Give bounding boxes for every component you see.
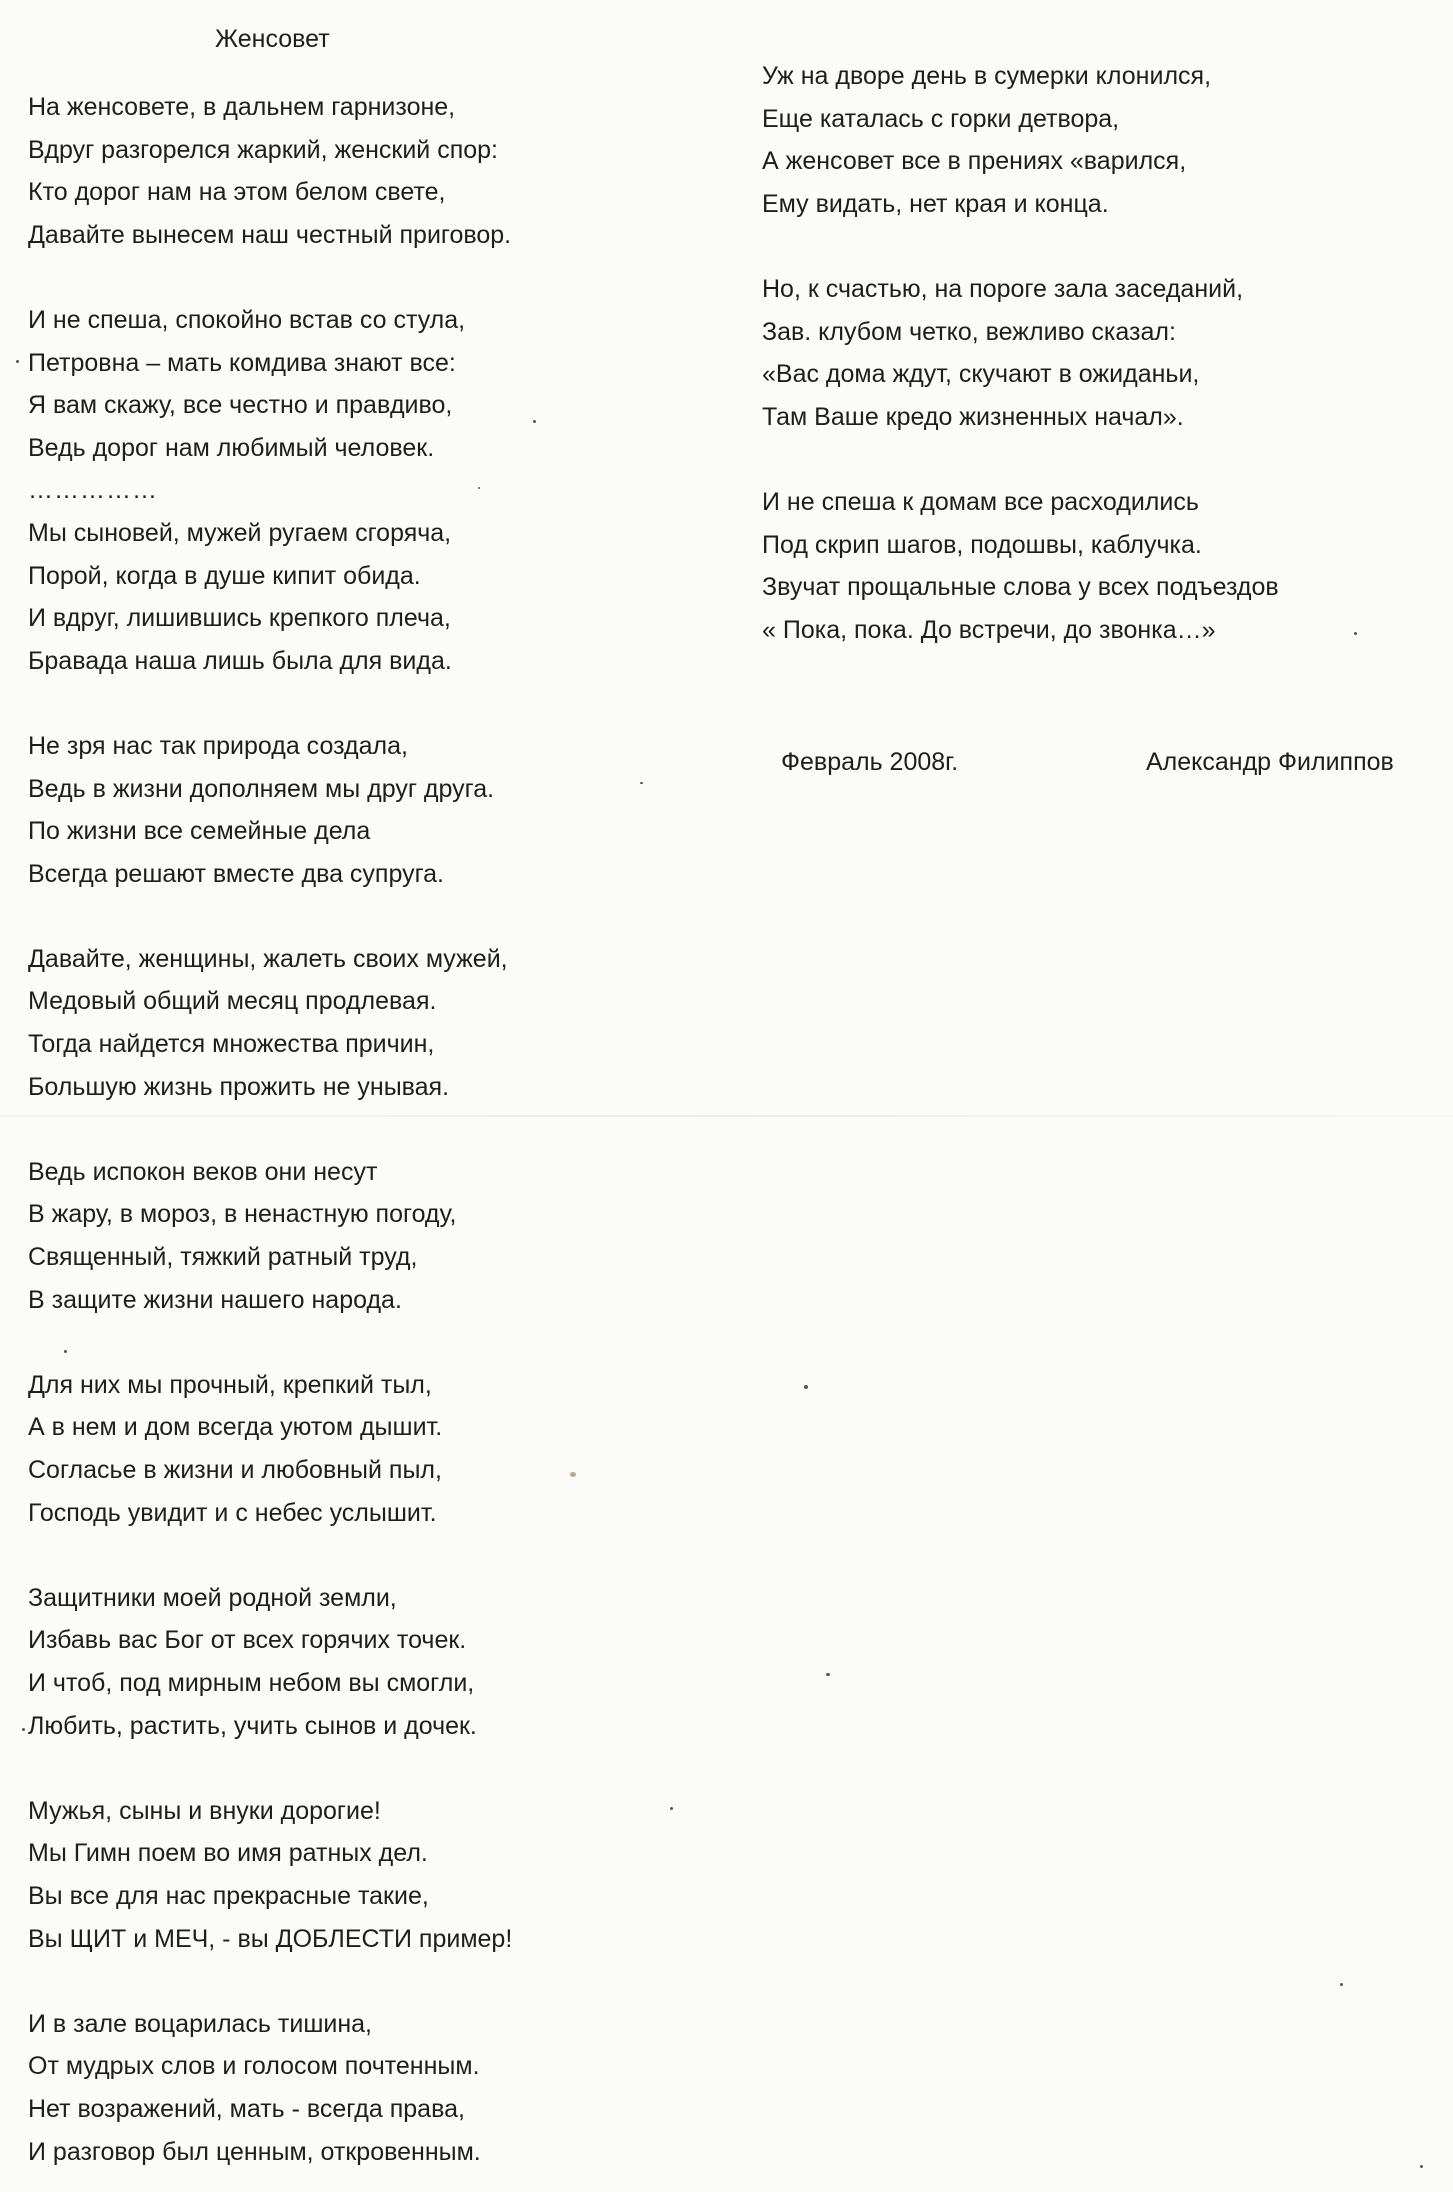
stanza bbox=[762, 481, 1279, 651]
stanza bbox=[28, 299, 512, 469]
stanza bbox=[28, 725, 512, 895]
poem-title: Женсовет bbox=[215, 25, 330, 53]
poem-line: На женсовете, в дальнем гарнизоне, bbox=[28, 93, 456, 121]
poem-line: Любить, растить, учить сынов и дочек. bbox=[28, 1711, 477, 1740]
scan-speck bbox=[804, 1385, 808, 1389]
poem-line: Защитники моей родной земли, bbox=[28, 1583, 397, 1612]
poem-line: Ведь дорог нам любимый человек. bbox=[28, 433, 435, 462]
stanza bbox=[28, 1364, 512, 1534]
scan-speck bbox=[640, 782, 643, 784]
poem-line: Там Ваше кредо жизненных начал». bbox=[762, 402, 1184, 431]
poem-line: Господь увидит и с небес услышит. bbox=[28, 1498, 437, 1527]
stanza bbox=[762, 268, 1279, 438]
poem-line: Я вам скажу, все честно и правдиво, bbox=[28, 391, 453, 420]
poem-line: Медовый общий месяц продлевая. bbox=[28, 987, 437, 1016]
stanza bbox=[762, 55, 1279, 225]
stanza bbox=[28, 469, 512, 682]
poem-line: Всегда решают вместе два супруга. bbox=[28, 859, 445, 888]
scan-speck bbox=[533, 420, 536, 423]
stanza bbox=[28, 1577, 512, 1747]
poem-line: Вы все для нас прекрасные такие, bbox=[28, 1881, 429, 1910]
poem-line: А в нем и дом всегда уютом дышит. bbox=[28, 1413, 443, 1442]
poem-line: Зав. клубом четко, вежливо сказал: bbox=[762, 317, 1176, 346]
poem-line: Уж на дворе день в сумерки клонился, bbox=[762, 62, 1212, 90]
poem-line: Но, к счастью, на пороге зала заседаний, bbox=[762, 274, 1244, 303]
poem-line: И вдруг, лишившись крепкого плеча, bbox=[28, 604, 451, 633]
poem-line: Священный, тяжкий ратный труд, bbox=[28, 1243, 418, 1272]
poem-author: Александр Филиппов bbox=[1146, 748, 1394, 776]
scan-speck bbox=[1420, 2165, 1423, 2168]
poem-line: От мудрых слов и голосом почтенным. bbox=[28, 2052, 480, 2081]
poem-date: Февраль 2008г. bbox=[781, 748, 959, 776]
poem-line: Мужья, сыны и внуки дорогие! bbox=[28, 1796, 381, 1825]
stanza bbox=[28, 86, 512, 256]
stanza bbox=[28, 2003, 512, 2173]
stanza bbox=[28, 1790, 512, 1960]
scan-speck bbox=[826, 1673, 830, 1676]
poem-line: Порой, когда в душе кипит обида. bbox=[28, 561, 421, 590]
scan-speck bbox=[570, 1472, 576, 1477]
poem-line: И разговор был ценным, откровенным. bbox=[28, 2137, 481, 2166]
poem-line: Вы ЩИТ и МЕЧ, - вы ДОБЛЕСТИ пример! bbox=[28, 1924, 513, 1953]
poem-line: Бравада наша лишь была для вида. bbox=[28, 646, 452, 675]
poem-line: В жару, в мороз, в ненастную погоду, bbox=[28, 1200, 457, 1229]
poem-line: По жизни все семейные дела bbox=[28, 817, 371, 846]
poem-line: И не спеша к домам все расходились bbox=[762, 487, 1199, 516]
poem-line: В защите жизни нашего народа. bbox=[28, 1285, 402, 1314]
poem-line: Ведь в жизни дополняем мы друг друга. bbox=[28, 774, 495, 803]
poem-line: И чтоб, под мирным небом вы смогли, bbox=[28, 1668, 475, 1697]
scan-speck bbox=[1354, 632, 1357, 635]
stanza bbox=[28, 938, 512, 1108]
poem-line: Мы сыновей, мужей ругаем сгоряча, bbox=[28, 518, 452, 547]
poem-line: Ему видать, нет края и конца. bbox=[762, 189, 1109, 218]
poem-line: Согласье в жизни и любовный пыл, bbox=[28, 1456, 442, 1484]
scan-speck bbox=[478, 487, 480, 489]
poem-line: Тогда найдется множества причин, bbox=[28, 1030, 435, 1059]
poem-line: Мы Гимн поем во имя ратных дел. bbox=[28, 1839, 428, 1868]
poem-line: И не спеша, спокойно встав со стула, bbox=[28, 305, 466, 334]
poem-line: Ведь испокон веков они несут bbox=[28, 1157, 378, 1186]
poem-line: Под скрип шагов, подошвы, каблучка. bbox=[762, 530, 1202, 559]
poem-line: Нет возражений, мать - всегда права, bbox=[28, 2094, 465, 2123]
poem-line: Большую жизнь прожить не унывая. bbox=[28, 1072, 450, 1101]
poem-line: И в зале воцарилась тишина, bbox=[28, 2009, 372, 2038]
poem-line: Давайте вынесем наш честный приговор. bbox=[28, 220, 512, 249]
scan-speck bbox=[1340, 1983, 1343, 1986]
poem-line: Еще каталась с горки детвора, bbox=[762, 104, 1120, 133]
poem-line: Давайте, женщины, жалеть своих мужей, bbox=[28, 944, 508, 973]
poem-line: « Пока, пока. До встречи, до звонка…» bbox=[762, 615, 1216, 644]
stanza bbox=[28, 1151, 512, 1321]
poem-line: Избавь вас Бог от всех горячих точек. bbox=[28, 1626, 467, 1655]
poem-line: Звучат прощальные слова у всех подъездов bbox=[762, 573, 1279, 602]
poem-line: Вдруг разгорелся жаркий, женский спор: bbox=[28, 135, 499, 164]
poem-line: Кто дорог нам на этом белом свете, bbox=[28, 178, 446, 207]
poem-line: Не зря нас так природа создала, bbox=[28, 731, 408, 760]
scan-speck bbox=[64, 1350, 67, 1353]
right-column bbox=[762, 55, 1279, 651]
scan-speck bbox=[670, 1807, 673, 1810]
scan-speck bbox=[22, 1728, 25, 1731]
poem-line: Для них мы прочный, крепкий тыл, bbox=[28, 1370, 432, 1399]
ellipsis-line: …………… bbox=[28, 476, 158, 505]
scan-speck bbox=[16, 360, 19, 363]
poem-line: «Вас дома ждут, скучают в ожиданьи, bbox=[762, 360, 1200, 389]
poem-line: А женсовет все в прениях «варился, bbox=[762, 147, 1187, 176]
poem-line: Петровна – мать комдива знают все: bbox=[28, 348, 456, 377]
left-column bbox=[28, 86, 512, 2173]
